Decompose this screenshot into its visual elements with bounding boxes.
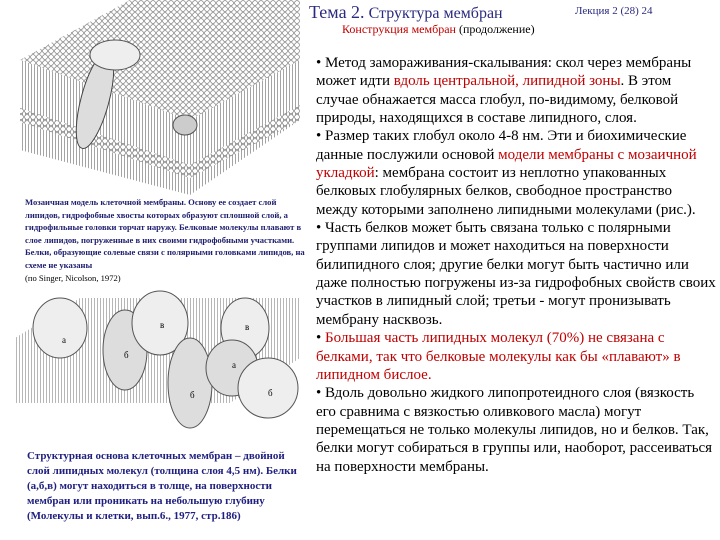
figure1-caption-text: Мозаичная модель клеточной мембраны. Основу ее создает слой липидов, гидрофобные хвосты которых образуют сплошной слой, а гидрофильные головки торчат наружу. Белковые молекулы плавают в слое липидов, погруженные в них своими гидрофобными участками. Белки, образующие солевые связи с полярными головками липидов, на схеме не указаны xyxy=(25,197,305,270)
protein-label: а xyxy=(232,360,236,370)
bilayer-illustration xyxy=(0,288,310,448)
mosaic-membrane-illustration xyxy=(0,0,310,195)
body-text: : мембрана состоит из неплотно упакованных белковых глобулярных белков, свободное пространство между которыми заполнено липидными молекулами (рис.). xyxy=(316,165,696,218)
protein-label: в xyxy=(245,322,250,332)
subtitle-red: Конструкция мембран xyxy=(342,22,456,36)
body-text: • Вдоль довольно жидкого липопротеидного слоя (вязкость его сравнима с вязкостью оливкового масла) могут перемещаться не только молекулы липидов, но и белков. Так, белки могут собираться в группы или, наоборот, рассеиваться на поверхности мембраны. xyxy=(316,385,713,475)
bullet-paragraph xyxy=(316,384,716,476)
bullet-paragraph xyxy=(316,127,716,219)
bullet-paragraph xyxy=(316,219,716,329)
bullet-paragraph xyxy=(316,329,716,384)
protein-label: в xyxy=(160,320,165,330)
body-text: • Метод замораживания-скалывания: скол через мембраны может идти xyxy=(316,55,692,90)
protein-label: б xyxy=(124,350,129,360)
subtitle-rest: (продолжение) xyxy=(458,22,535,36)
body-text: • Часть белков может быть связана только с полярными группами липидов и может находиться на поверхности билипидного слоя; другие белки могут быть частично или даже полностью погружены из-за гидрофобных свойств своих участков в липидный слой; третьи - могут пронизывать мембрану насквозь. xyxy=(316,220,716,328)
body-text: • xyxy=(316,330,326,347)
topic-label: Тема 2. xyxy=(309,2,365,22)
protein-label: б xyxy=(190,390,195,400)
protein-label: а xyxy=(62,335,66,345)
bullet-paragraph xyxy=(316,54,716,127)
slide-subtitle xyxy=(342,22,535,37)
protein-label: б xyxy=(268,388,273,398)
figure2-caption: Структурная основа клеточных мембран – двойной слой липидных молекул (толщина слоя 4,5 нм). Белки (а,б,в) могут находиться в толще, на поверхности мембран или проникать на небольшую глубину (Молекулы и клетки, вып.6., 1977, стр.186) xyxy=(27,450,297,522)
figure1-citation: (по Singer, Nicolson, 1972) xyxy=(25,272,121,283)
highlighted-text: модели мембраны с мозаичной укладкой xyxy=(316,146,697,182)
figure1-caption xyxy=(25,196,305,284)
lecture-number: Лекция 2 (28) 24 xyxy=(575,5,653,17)
body-text: • Размер таких глобул около 4-8 нм. Эти и биохимические данные послужили основой xyxy=(316,128,687,163)
body-text: . В этом случае обнажается масса глобул, по-видимому, белковой природы, находящихся в составе липидного, слоя. xyxy=(316,73,679,127)
title-text: Структура мембран xyxy=(368,5,503,22)
highlighted-text: вдоль центральной, липидной зоны xyxy=(393,73,621,90)
highlighted-text: Большая часть липидных молекул (70%) не связана с белками, так что белковые молекулы как бы «плавают» в липидном бислое. xyxy=(316,330,681,383)
slide-title xyxy=(309,2,503,23)
main-text xyxy=(316,54,716,476)
